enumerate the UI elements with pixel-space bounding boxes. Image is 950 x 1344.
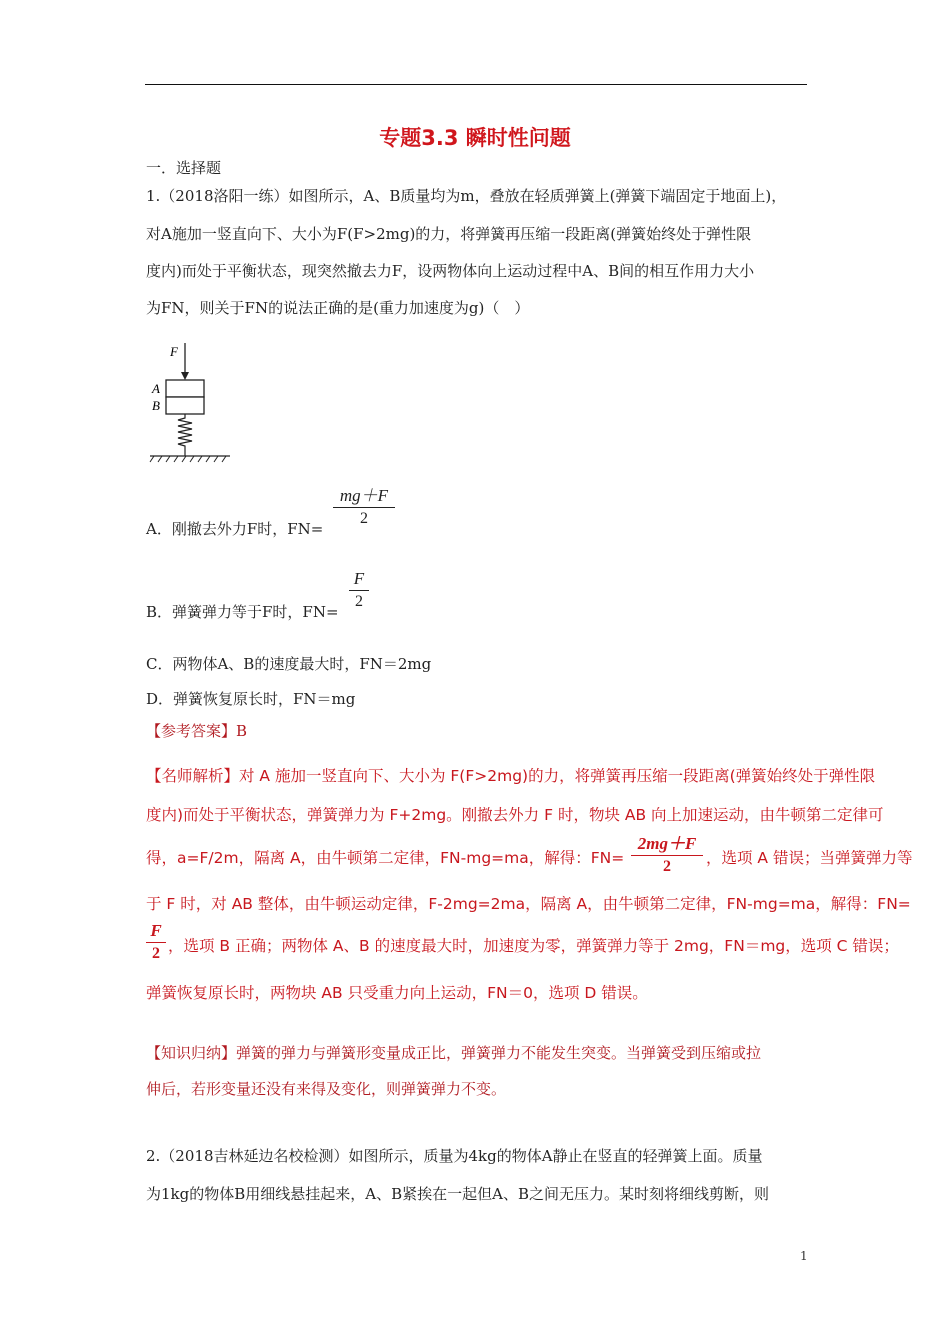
analysis-fraction-2	[146, 921, 166, 964]
force-label: F	[170, 344, 178, 359]
analysis-line-4: 于 F 时，对 AB 整体，由牛顿运动定律，F-2mg=2ma，隔离 A，由牛顿第二定律，FN-mg=ma，解得：FN=	[146, 895, 911, 913]
analysis-line-2: 度内)而处于平衡状态，弹簧弹力为 F+2mg。刚撤去外力 F 时，物块 AB 向上加速运动，由牛顿第二定律可	[146, 806, 884, 824]
header-rule	[145, 84, 807, 85]
analysis-line-3b: ，选项 A 错误；当弹簧弹力等	[706, 849, 913, 867]
q1-stem-line-1: 1.（2018洛阳一练）如图所示，A、B质量均为m，叠放在轻质弹簧上(弹簧下端固定于地面上)，	[146, 187, 787, 205]
analysis-line-3a: 得，a=F/2m，隔离 A，由牛顿第二定律，FN-mg=ma，解得：FN=	[146, 849, 625, 867]
q1-stem-line-4: 为FN，则关于FN的说法正确的是(重力加速度为g)（ ）	[146, 299, 530, 317]
section-label: 一．选择题	[146, 159, 222, 177]
block-b-label: B	[152, 398, 160, 413]
spring	[178, 414, 192, 456]
analysis-frac2-num: F	[150, 921, 162, 940]
analysis-line-6: 弹簧恢复原长时，两物块 AB 只受重力向上运动，FN＝0，选项 D 错误。	[146, 984, 648, 1002]
page-title: 专题3.3 瞬时性问题	[379, 126, 571, 150]
option-d: D．弹簧恢复原长时，FN＝mg	[146, 690, 356, 708]
reference-answer: 【参考答案】B	[146, 722, 248, 740]
analysis-fraction-1	[631, 834, 703, 877]
option-a-fraction	[333, 486, 395, 529]
analysis-line-5: ，选项 B 正确；两物体 A、B 的速度最大时，加速度为零，弹簧弹力等于 2mg，FN＝mg，选项 C 错误；	[168, 937, 899, 955]
block-a	[166, 380, 204, 397]
q1-stem-line-3: 度内)而处于平衡状态，现突然撤去力F，设两物体向上运动过程中A、B间的相互作用力大小	[146, 262, 755, 280]
option-a: A．刚撤去外力F时，FN=	[146, 520, 324, 538]
q2-stem-line-2: 为1kg的物体B用细线悬挂起来，A、B紧挨在一起但A、B之间无压力。某时刻将细线剪断，则	[146, 1185, 769, 1203]
ground-hatching	[150, 456, 226, 462]
option-c: C．两物体A、B的速度最大时，FN＝2mg	[146, 655, 432, 673]
block-a-label: A	[152, 381, 160, 396]
option-b-frac-num: F	[353, 569, 365, 588]
option-b-frac-den: 2	[355, 593, 363, 610]
option-a-frac-den: 2	[360, 510, 368, 527]
summary-line-2: 伸后，若形变量还没有来得及变化，则弹簧弹力不变。	[146, 1080, 507, 1098]
analysis-line-1: 【名师解析】对 A 施加一竖直向下、大小为 F(F>2mg)的力，将弹簧再压缩一段距离(弹簧始终处于弹性限	[146, 767, 876, 785]
q1-stem-line-2: 对A施加一竖直向下、大小为F(F>2mg)的力，将弹簧再压缩一段距离(弹簧始终处于弹性限	[146, 225, 752, 243]
option-b: B．弹簧弹力等于F时，FN=	[146, 603, 339, 621]
analysis-frac1-num: 2mg＋F	[637, 834, 697, 853]
analysis-frac1-den: 2	[663, 858, 671, 875]
q2-stem-line-1: 2.（2018吉林延边名校检测）如图所示，质量为4kg的物体A静止在竖直的轻弹簧上面。质量	[146, 1147, 763, 1165]
page-number: 1	[800, 1249, 808, 1263]
option-b-fraction	[349, 569, 369, 612]
force-arrow-head	[181, 372, 189, 380]
analysis-frac2-den: 2	[152, 945, 160, 962]
spring-blocks-figure	[140, 338, 240, 468]
summary-line-1: 【知识归纳】弹簧的弹力与弹簧形变量成正比，弹簧弹力不能发生突变。当弹簧受到压缩或拉	[146, 1044, 762, 1062]
block-b	[166, 397, 204, 414]
option-a-frac-num: mg＋F	[339, 486, 389, 505]
